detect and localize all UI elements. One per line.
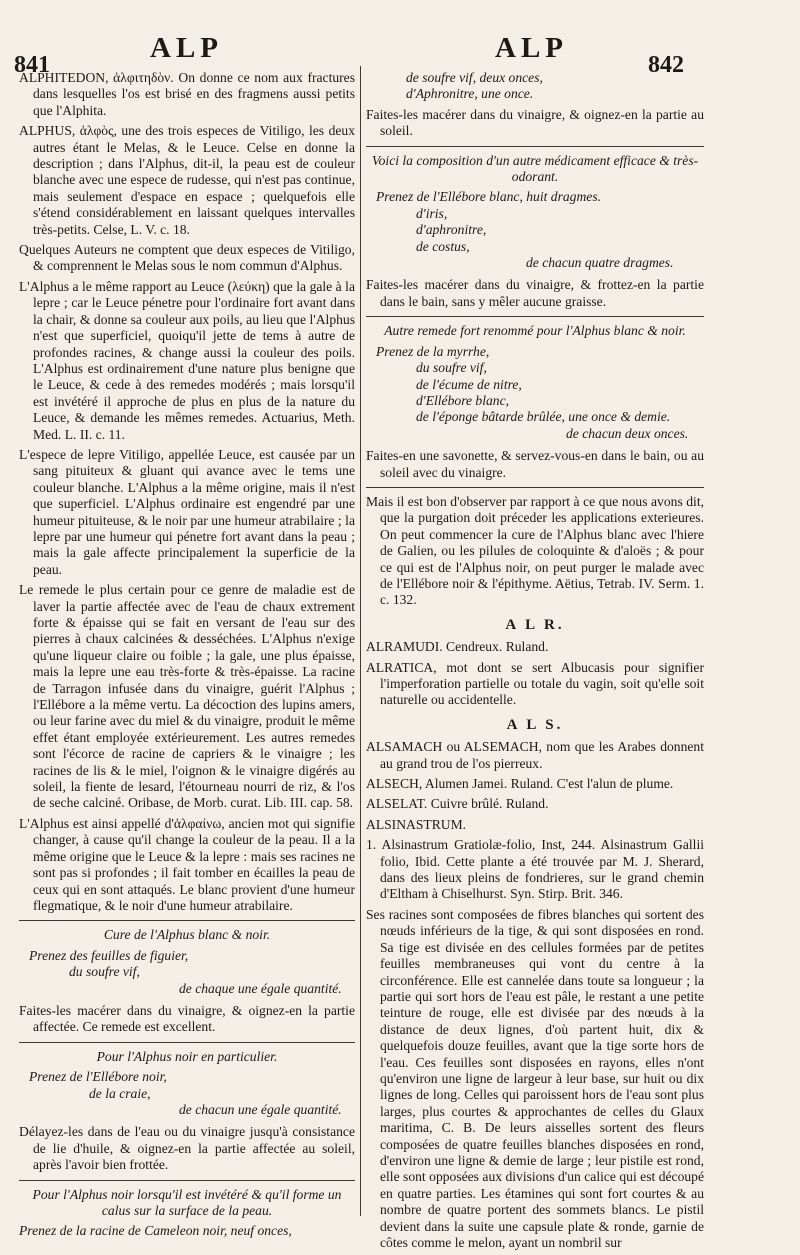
recipe-brace-text: de chacun quatre dragmes. <box>526 255 674 271</box>
recipe-line: Prenez de la racine de Cameleon noir, neuf onces, <box>19 1223 292 1239</box>
recipe-title: Voici la composition d'un autre médicament efficace & très-odorant. <box>371 152 699 185</box>
recipe <box>29 1069 355 1118</box>
recipe-brace-text: de chacun deux onces. <box>566 425 689 441</box>
paragraph: Ses racines sont composées de fibres blanches qui sortent des nœuds inférieurs de la tige, & qui sont disposées en rond. Sa tige est divisée en des cellules formées par de petites feuilles membraneuses qui vont du centre à la circonférence. Elle est cannelée dans toute sa longueur ; la partie qui sort hors de l'eau est pâle, le restant a une petite teinture de rouge, elle est divisée par des nœuds à la distance de deux lignes, d'où partent huit, dix & quelquefois douze feuilles, avant que la tige sorte hors de l'eau. Ces feuilles sont disposées en rayons, elles n'ont qu'environ une ligne de largeur à leur base, sur huit ou dix lignes de long. Celles qui paroissent hors de l'eau sont plus larges, plus courtes & approchantes de celles du Glaux maritima, C. B. De leurs aisselles sortent des fleurs composées de quatre feuilles blanches disposées en rond, d'environ une ligne & demie de large ; leur pistile est rond, elle sont opposées aux divisions d'un calice qui est découpé en quatre parties. Les étamines qui sont fort courtes & au nombre de quatre portent des sommets blancs. Le pistil devient dans la suite une capsule plate & ronde, garnie de côtes comme le melon, ayant un nombril sur <box>366 906 704 1250</box>
entry-alsamach: ALSAMACH ou ALSEMACH, nom que les Arabes donnent au grand trou de l'os pierreux. <box>366 739 704 771</box>
entry-alselat: ALSELAT. Cuivre brûlé. Ruland. <box>366 796 549 812</box>
recipe-line: d'Aphronitre, une once. <box>406 86 534 102</box>
entry-alsech: ALSECH, Alumen Jamei. Ruland. C'est l'alun de plume. <box>366 776 674 792</box>
recipe-title: Cure de l'Alphus blanc & noir. <box>103 927 271 943</box>
recipe-note: Faites-les macérer dans du vinaigre, & frottez-en la partie dans le bain, sans y mêler aucune graisse. <box>366 277 704 309</box>
paragraph: L'espece de lepre Vitiligo, appellée Leuce, est causée par un sang pituiteux & gluant qui avance avec le tems une couleur blanche. L'Alphus a la même origine, mais il n'est que superficiel. L'Alphus ordinaire est engendré par une humeur pituiteuse, & le noir par une humeur atrabilaire ; la lepre par une humeur qui pénetre fort avant dans la peau ; mais la gale affecte principalement la superficie de la peau. <box>19 446 355 577</box>
left-page-number: 841 <box>14 52 50 78</box>
recipe-line: d'iris, <box>416 205 448 221</box>
paragraph: 1. Alsinastrum Gratiolæ-folio, Inst, 244. Alsinastrum Gallii folio, Ibid. Cette plante a été trouvée par M. J. Sherard, dans des lieux pleins de fondrieres, sur le grand chemin d'Eltham à Chiselhurst. Syn. Stirp. Brit. 346. <box>366 837 704 902</box>
recipe-brace-text: de chaque une égale quantité. <box>179 980 342 996</box>
right-column <box>366 70 704 1255</box>
section-heading-als: A L S. <box>506 716 564 733</box>
recipe-note: Faites-les macérer dans du vinaigre, & oignez-en la partie affectée. Ce remede est excellent. <box>19 1002 355 1035</box>
recipe-line: Prenez de l'Ellébore noir, <box>29 1069 167 1085</box>
recipe-line: du soufre vif, <box>69 964 140 980</box>
recipe-title: Pour l'Alphus noir lorsqu'il est invétéré & qu'il forme un calus sur la surface de la peau. <box>32 1186 342 1218</box>
divider <box>366 146 704 147</box>
recipe-note: Faites-les macérer dans du vinaigre, & oignez-en la partie au soleil. <box>366 106 704 139</box>
entry-alratica: ALRATICA, mot dont se sert Albucasis pour signifier l'imperforation partielle ou totale du vagin, soit qu'elle soit naturelle ou accidentelle. <box>366 659 704 708</box>
recipe-line: de soufre vif, deux onces, <box>406 70 543 85</box>
recipe-line: du soufre vif, <box>416 360 487 376</box>
recipe-line: de l'éponge bâtarde brûlée, une once & demie. <box>416 409 671 425</box>
divider <box>19 1180 355 1181</box>
entry-alramudi: ALRAMUDI. Cendreux. Ruland. <box>366 639 549 655</box>
divider <box>366 316 704 317</box>
left-column <box>19 70 355 1244</box>
recipe-title: Autre remede fort renommé pour l'Alphus blanc & noir. <box>384 323 686 339</box>
recipe-note: Faites-en une savonette, & servez-vous-en dans le bain, ou au soleil avec du vinaigre. <box>366 448 704 480</box>
left-running-head: ALP <box>150 32 223 64</box>
recipe-line: d'Ellébore blanc, <box>416 392 510 408</box>
entry-alphus: ALPHUS, ἀλφὸς, une des trois especes de Vitiligo, les deux autres étant le Melas, & le Leuce. Celse en donne la description ; dans l'Alphus, dit-il, la peau est de couleur blanche avec une espece de rudesse, qui n'est pas continue, mais seulement d'espace en espace ; quelquefois elle s'étend considérablement en laissant quelques intervalles très-petits. Celse, L. V. c. 18. <box>19 123 355 237</box>
divider <box>19 920 355 921</box>
recipe-line: de costus, <box>416 238 470 254</box>
recipe <box>376 344 704 442</box>
recipe-brace-text: de chacun une égale quantité. <box>179 1101 342 1117</box>
paragraph: Quelques Auteurs ne comptent que deux especes de Vitiligo, & comprennent le Melas sous le nom commun d'Alphus. <box>19 242 355 274</box>
recipe-title: Pour l'Alphus noir en particulier. <box>96 1048 278 1064</box>
divider <box>366 487 704 488</box>
section-heading-alr: A L R. <box>505 616 565 633</box>
recipe <box>376 189 704 271</box>
recipe-line: d'aphronitre, <box>416 222 487 238</box>
paragraph: Mais il est bon d'observer par rapport à ce que nous avons dit, que la purgation doit préceder les applications exterieures. On peut commencer la cure de l'Alphus blanc avec l'hiere de Galien, ou les pilules de coloquinte & d'aloës ; & pour ce qui est de l'Alphus noir, on peut purger le malade avec de l'Ellébore noir & l'épithyme. Aëtius, Tetrab. IV. Serm. 1. c. 132. <box>366 493 704 608</box>
right-page-number: 842 <box>648 52 684 78</box>
paragraph: L'Alphus a le même rapport au Leuce (λεύκη) que la gale à la lepre ; car le Leuce pénetre pour l'ordinaire fort avant dans la chair, & donne sa couleur aux poils, au lieu que l'Alphus n'est que superficiel, quoiqu'il jette de tems à autre de profondes racines, & change aussi la couleur des poils. L'Alphus est ordinairement d'une nature plus benigne que le Leuce, & cede à des remedes modérés ; mais lorsqu'il est invétéré il approche de plus en plus de la nature du Leuce, & demande les mêmes remedes. Actuarius, Meth. Med. L. II. c. 11. <box>19 278 355 442</box>
divider <box>19 1042 355 1043</box>
recipe-line: Prenez de la myrrhe, <box>376 343 490 359</box>
recipe-line: Prenez de l'Ellébore blanc, huit dragmes. <box>376 189 602 205</box>
paragraph: Le remede le plus certain pour ce genre de maladie est de laver la partie affectée avec de l'eau de chaux extrement forte & épaisse qui se fait en versant de l'eau sur des pierres à chaux calcinées & desséchées. L'Alphus n'exige qu'une liqueur claire ou foible ; la gale, une plus épaisse, mais la lepre une eau très-forte & très-épaisse. La racine de Tarragon infusée dans du vinaigre, guérit l'Alphus ; l'Ellébore a la même vertu. La décoction des lupins amers, ou leur farine avec du miel & du vinaigre, produit le même effet étant employée extérieurement. Les autres remedes sont l'écorce de racine de capriers & le vinaigre ; les racines de lis & le miel, l'oignon & le vinaigre digérés au soleil, la fiente de lesard, l'étourneau nourri de riz, & l'os de seche calciné. Oribase, de Morb. curat. Lib. III. cap. 58. <box>19 582 355 811</box>
recipe-note: Délayez-les dans de l'eau ou du vinaigre jusqu'à consistance de lie d'huile, & oignez-en la partie affectée au soleil, après l'avoir bien frottée. <box>19 1124 355 1173</box>
entry-alphitedon: ALPHITEDON, ἀλφιτηδὸν. On donne ce nom aux fractures dans lesquelles l'os est brisé en des fragmens aussi petits que l'Alphita. <box>19 70 355 118</box>
recipe <box>29 948 355 997</box>
column-divider <box>360 66 361 1216</box>
recipe-line: de l'écume de nitre, <box>416 376 522 392</box>
recipe-line: Prenez des feuilles de figuier, <box>29 947 189 963</box>
paragraph: L'Alphus est ainsi appellé d'ἀλφαίνω, ancien mot qui signifie changer, à cause qu'il change la couleur de la peau. Il a la même origine que le Leuce & la lepre : mais ses racines ne sont pas si profondes ; il fait tomber en écailles la peau de ceux qui en sont attaqués. Le blanc provient d'une humeur flegmatique, & le noir d'une humeur atrabilaire. <box>19 815 355 913</box>
right-running-head: ALP <box>495 32 568 64</box>
entry-alsinastrum: ALSINASTRUM. <box>366 816 467 832</box>
recipe-line: de la craie, <box>89 1085 151 1101</box>
